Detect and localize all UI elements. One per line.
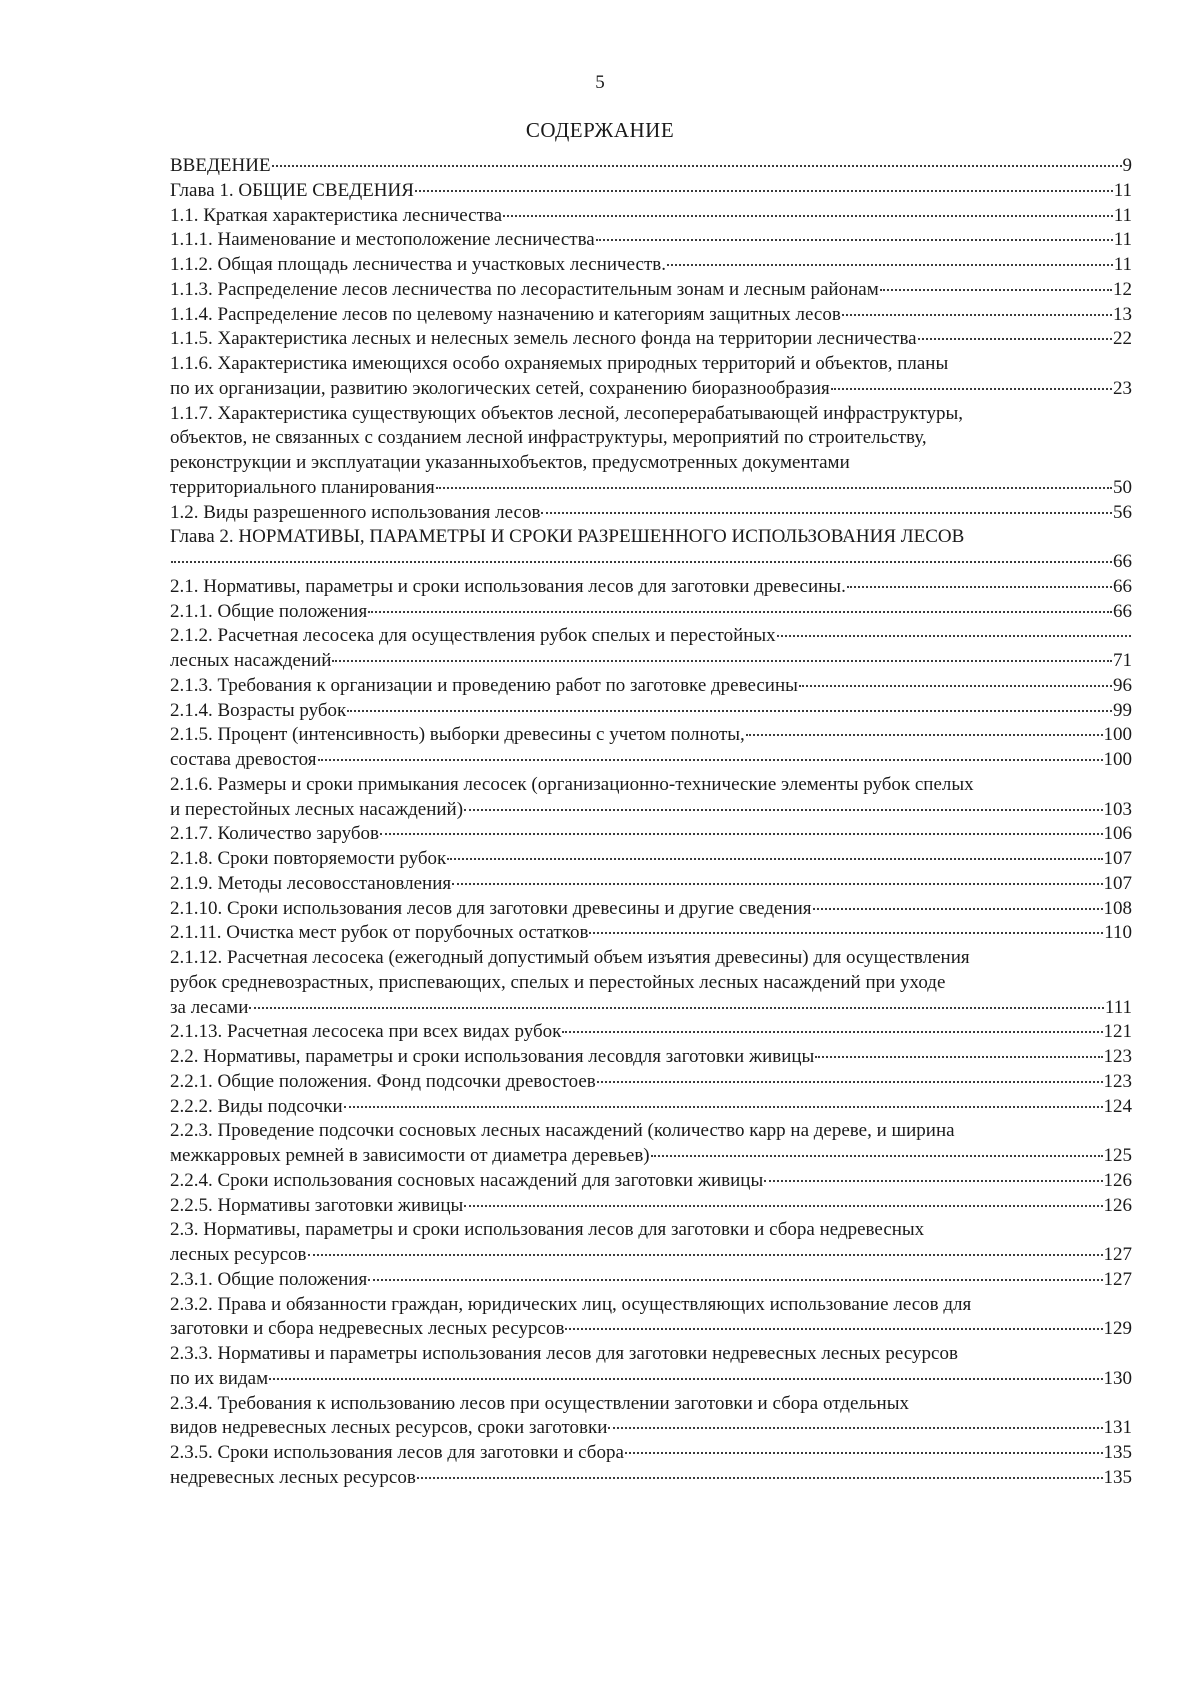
- toc-page-number: 127: [1103, 1268, 1132, 1290]
- toc-page-number: 127: [1103, 1244, 1132, 1265]
- dot-leader: [272, 165, 1122, 167]
- dot-leader: [269, 1378, 1102, 1380]
- toc-entry-text: 2.1.6. Размеры и сроки примыкания лесосек (организационно-технические элементы рубок спелых: [170, 773, 974, 795]
- toc-entry: [170, 773, 1132, 823]
- toc-page-number: 107: [1103, 848, 1132, 869]
- toc-entry-text: рубок средневозрастных, приспевающих, спелых и перестойных лесных насаждений при уходе: [170, 971, 946, 993]
- dot-leader: [344, 1106, 1103, 1108]
- toc-page-number: 50: [1113, 476, 1132, 498]
- toc-entry-text: 1.1.3. Распределение лесов лесничества по лесорастительным зонам и лесным районам: [170, 278, 879, 300]
- toc-entry: [170, 1194, 1132, 1219]
- toc-entry-text: территориального планирования: [170, 476, 435, 498]
- toc-page-number: 123: [1103, 1046, 1132, 1067]
- dot-leader: [415, 190, 1113, 192]
- dot-leader: [249, 1007, 1104, 1009]
- toc-entry-text: 2.2. Нормативы, параметры и сроки использования лесовдля заготовки живицы: [170, 1046, 815, 1067]
- toc-entry: [170, 402, 1132, 501]
- toc-page-number: 103: [1103, 798, 1132, 820]
- toc-page-number: 129: [1103, 1318, 1132, 1340]
- dot-leader: [368, 1279, 1102, 1281]
- toc-entry: [170, 699, 1132, 724]
- toc-entry-text: 2.1.3. Требования к организации и проведению работ по заготовке древесины: [170, 674, 798, 696]
- toc-entry-text: межкарровых ремней в зависимости от диаметра деревьев): [170, 1145, 650, 1166]
- toc-entry-text: 2.2.3. Проведение подсочки сосновых лесных насаждений (количество карр на дереве, и ширина: [170, 1120, 955, 1142]
- toc-entry-text: 2.1.12. Расчетная лесосека (ежегодный допустимый объем изъятия древесины) для осуществления: [170, 947, 970, 968]
- toc-page-number: 11: [1113, 179, 1132, 201]
- toc-entry: [170, 946, 1132, 1020]
- toc-entry: [170, 897, 1132, 922]
- dot-leader: [777, 635, 1131, 637]
- toc-entry: [170, 921, 1132, 946]
- toc-entry: [170, 624, 1132, 649]
- toc-page-number: 121: [1103, 1021, 1132, 1043]
- toc-entry-text: 1.1.5. Характеристика лесных и нелесных земель лесного фонда на территории лесничества: [170, 328, 917, 350]
- toc-entry: [170, 674, 1132, 699]
- toc-page-number: 66: [1113, 551, 1132, 572]
- dot-leader: [541, 512, 1112, 514]
- toc-entry-text: объектов, не связанных с созданием лесной инфраструктуры, мероприятий по строительству,: [170, 427, 927, 449]
- toc-entry-text: 2.3.2. Права и обязанности граждан, юридических лиц, осуществляющих использование лесов для: [170, 1293, 972, 1315]
- toc-page-number: 11: [1113, 229, 1132, 251]
- toc-entry: [170, 179, 1132, 204]
- toc-entry-text: 1.1.4. Распределение лесов по целевому назначению и категориям защитных лесов: [170, 303, 841, 325]
- toc-entry-text: 2.1. Нормативы, параметры и сроки использования лесов для заготовки древесины.: [170, 575, 846, 597]
- dot-leader: [171, 561, 1112, 563]
- toc-entry: [170, 1119, 1132, 1169]
- toc-entry: [170, 723, 1132, 748]
- toc-page-number: 11: [1113, 204, 1132, 226]
- toc-page-number: 99: [1113, 699, 1132, 721]
- dot-leader: [368, 611, 1112, 613]
- toc-entry-text: 2.1.13. Расчетная лесосека при всех видах рубок: [170, 1021, 562, 1043]
- toc-page-number: 100: [1103, 749, 1132, 770]
- toc-entry: [170, 327, 1132, 352]
- dot-leader: [625, 1452, 1103, 1454]
- toc-entry-text: 1.2. Виды разрешенного использования лесов: [170, 501, 541, 523]
- toc-entry: [170, 278, 1132, 303]
- toc-entry: [170, 649, 1132, 674]
- dot-leader: [380, 833, 1103, 835]
- dot-leader: [589, 932, 1103, 934]
- toc-page-number: 96: [1113, 674, 1132, 696]
- toc-entry: [170, 501, 1132, 526]
- toc-page-number: 131: [1103, 1417, 1132, 1439]
- toc-entry-text: 2.1.1. Общие положения: [170, 600, 368, 622]
- toc-entry: [170, 1441, 1132, 1466]
- toc-entry: [170, 154, 1132, 179]
- toc-entry: [170, 1020, 1132, 1045]
- toc-entry-text: видов недревесных лесных ресурсов, сроки заготовки: [170, 1417, 608, 1439]
- toc-entry: [170, 303, 1132, 328]
- dot-leader: [746, 734, 1103, 736]
- toc-entry-text: по их организации, развитию экологических сетей, сохранению биоразнообразия: [170, 377, 830, 399]
- toc-entry-text: недревесных лесных ресурсов: [170, 1466, 416, 1488]
- toc-page-number: 108: [1103, 897, 1132, 919]
- toc-page-number: 13: [1113, 303, 1132, 325]
- toc-entry-text: 1.1.1. Наименование и местоположение лесничества: [170, 229, 595, 251]
- toc-entry-text: реконструкции и эксплуатации указанныхобъектов, предусмотренных документами: [170, 452, 850, 473]
- dot-leader: [318, 759, 1103, 761]
- dot-leader: [667, 264, 1113, 266]
- dot-leader: [464, 809, 1102, 811]
- toc-entry: [170, 1169, 1132, 1194]
- dot-leader: [608, 1427, 1102, 1429]
- toc-title: СОДЕРЖАНИЕ: [525, 118, 675, 142]
- toc-entry: [170, 847, 1132, 872]
- toc-entry: [170, 600, 1132, 625]
- toc-page-number: 107: [1103, 872, 1132, 894]
- toc-entry: [170, 253, 1132, 278]
- dot-leader: [464, 1205, 1102, 1207]
- toc-entry-text: 2.2.1. Общие положения. Фонд подсочки древостоев: [170, 1070, 596, 1092]
- toc-page-number: 126: [1103, 1169, 1132, 1191]
- dot-leader: [308, 1254, 1103, 1256]
- dot-leader: [813, 908, 1103, 910]
- toc-entry-text: и перестойных лесных насаждений): [170, 798, 464, 820]
- toc-entry: [170, 1218, 1132, 1268]
- toc-page-number: 9: [1122, 155, 1132, 176]
- toc-page-number: 22: [1113, 328, 1132, 350]
- toc-entry: [170, 1342, 1132, 1392]
- dot-leader: [447, 858, 1102, 860]
- toc-entry-text: 2.3. Нормативы, параметры и сроки использования лесов для заготовки и сбора недревесных: [170, 1219, 925, 1241]
- dot-leader: [597, 1081, 1103, 1083]
- toc-entry: [170, 525, 1132, 575]
- toc-entry-text: 2.2.2. Виды подсочки: [170, 1095, 343, 1117]
- toc-entry: [170, 1095, 1132, 1120]
- dot-leader: [417, 1477, 1103, 1479]
- dot-leader: [347, 710, 1112, 712]
- toc-entry-text: по их видам: [170, 1367, 269, 1389]
- toc-page-number: 106: [1103, 823, 1132, 845]
- dot-leader: [831, 388, 1112, 390]
- toc-page-number: 135: [1103, 1466, 1132, 1488]
- toc-entry: [170, 1466, 1132, 1491]
- toc-entry-text: 2.3.5. Сроки использования лесов для заготовки и сбора: [170, 1442, 624, 1463]
- toc-page-number: 23: [1113, 377, 1132, 399]
- toc-entry-text: Глава 2. НОРМАТИВЫ, ПАРАМЕТРЫ И СРОКИ РАЗРЕШЕННОГО ИСПОЛЬЗОВАНИЯ ЛЕСОВ: [170, 526, 965, 548]
- toc-entry: [170, 872, 1132, 897]
- toc-entry-text: 2.1.4. Возрасты рубок: [170, 699, 347, 721]
- toc-page-number: 130: [1103, 1367, 1132, 1389]
- toc-entry-text: 2.1.2. Расчетная лесосека для осуществления рубок спелых и перестойных: [170, 625, 776, 647]
- dot-leader: [562, 1031, 1102, 1033]
- toc-page-number: 110: [1104, 922, 1132, 944]
- toc-entry-text: 2.1.5. Процент (интенсивность) выборки древесины с учетом полноты,: [170, 724, 745, 746]
- dot-leader: [596, 239, 1113, 241]
- dot-leader: [918, 338, 1112, 340]
- toc-entry-text: 2.3.3. Нормативы и параметры использования лесов для заготовки недревесных лесных ресурсов: [170, 1343, 958, 1364]
- dot-leader: [764, 1180, 1102, 1182]
- toc-entry-text: 2.3.1. Общие положения: [170, 1268, 368, 1290]
- toc-page-number: 66: [1113, 600, 1132, 622]
- toc-page-number: 71: [1113, 650, 1132, 671]
- toc-entry-text: 2.1.11. Очистка мест рубок от порубочных остатков: [170, 922, 589, 944]
- dot-leader: [452, 883, 1102, 885]
- toc-entry: [170, 1293, 1132, 1343]
- toc-entry-text: 1.1.6. Характеристика имеющихся особо охраняемых природных территорий и объектов, планы: [170, 353, 949, 374]
- toc-entry: [170, 822, 1132, 847]
- toc-page-number: 124: [1103, 1095, 1132, 1117]
- dot-leader: [332, 660, 1112, 662]
- dot-leader: [880, 289, 1112, 291]
- toc-entry-text: 2.1.9. Методы лесовосстановления: [170, 872, 452, 894]
- dot-leader: [847, 586, 1112, 588]
- toc-entry-text: 2.2.5. Нормативы заготовки живицы: [170, 1194, 464, 1216]
- toc-page-number: 123: [1103, 1070, 1132, 1092]
- toc-entry: [170, 228, 1132, 253]
- toc-entry: [170, 1070, 1132, 1095]
- toc-entry-text: 1.1.2. Общая площадь лесничества и участковых лесничеств.: [170, 254, 666, 275]
- toc-page-number: 126: [1103, 1194, 1132, 1216]
- dot-leader: [842, 314, 1112, 316]
- dot-leader: [436, 487, 1112, 489]
- dot-leader: [503, 215, 1113, 217]
- toc-page-number: 11: [1113, 254, 1132, 275]
- toc-entry-text: лесных насаждений: [170, 650, 332, 671]
- dot-leader: [815, 1056, 1102, 1058]
- toc-page-number: 12: [1113, 278, 1132, 300]
- toc-entry-text: 2.1.8. Сроки повторяемости рубок: [170, 848, 447, 869]
- toc-page-number: 100: [1103, 724, 1132, 746]
- toc-entry: [170, 1392, 1132, 1442]
- toc-entry-text: 1.1.7. Характеристика существующих объектов лесной, лесоперерабатывающей инфраструктуры,: [170, 402, 964, 424]
- toc-entry: [170, 1045, 1132, 1070]
- toc-entry: [170, 748, 1132, 773]
- toc-entry-text: за лесами: [170, 996, 249, 1018]
- toc-entry-text: заготовки и сбора недревесных лесных ресурсов: [170, 1318, 565, 1340]
- toc-entry-text: Глава 1. ОБЩИЕ СВЕДЕНИЯ: [170, 179, 414, 201]
- toc-entry-text: 2.3.4. Требования к использованию лесов при осуществлении заготовки и сбора отдельных: [170, 1392, 909, 1414]
- table-of-contents: [170, 154, 1132, 1491]
- toc-entry: [170, 352, 1132, 402]
- toc-entry-text: 2.1.7. Количество зарубов: [170, 823, 379, 845]
- toc-page-number: 66: [1113, 575, 1132, 597]
- toc-page-number: 111: [1104, 996, 1132, 1018]
- toc-entry-text: 2.1.10. Сроки использования лесов для заготовки древесины и другие сведения: [170, 897, 812, 919]
- dot-leader: [799, 685, 1112, 687]
- dot-leader: [565, 1328, 1102, 1330]
- toc-entry-text: 1.1. Краткая характеристика лесничества: [170, 204, 503, 226]
- toc-entry: [170, 1268, 1132, 1293]
- page-number: 5: [595, 72, 605, 93]
- toc-entry-text: 2.2.4. Сроки использования сосновых насаждений для заготовки живицы: [170, 1169, 764, 1191]
- toc-entry: [170, 575, 1132, 600]
- toc-entry-text: лесных ресурсов: [170, 1244, 307, 1265]
- dot-leader: [651, 1155, 1103, 1157]
- toc-entry: [170, 204, 1132, 229]
- toc-entry-text: ВВЕДЕНИЕ: [170, 155, 271, 176]
- toc-page-number: 125: [1103, 1145, 1132, 1166]
- toc-page-number: 56: [1113, 501, 1132, 523]
- toc-entry-text: состава древостоя: [170, 749, 317, 770]
- toc-page-number: 135: [1103, 1442, 1132, 1463]
